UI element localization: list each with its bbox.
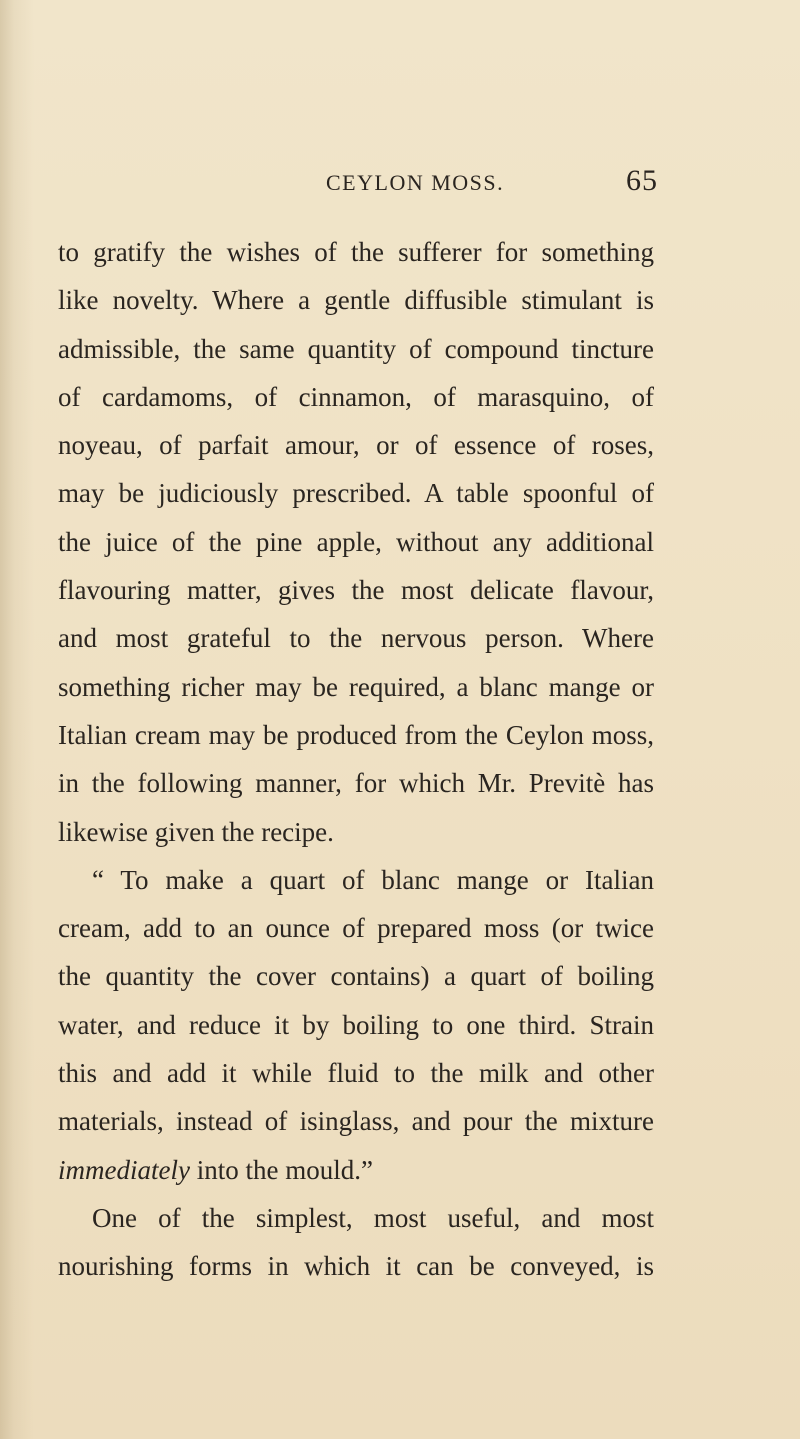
text-line: likewise given the recipe.: [58, 816, 334, 847]
text-line: the quantity the cover contains) a quart of boiling: [58, 961, 654, 992]
running-title: CEYLON MOSS.: [326, 170, 505, 195]
body-text: [58, 228, 654, 1291]
page-number: 65: [626, 164, 658, 197]
text-line: noyeau, of parfait amour, or of essence of roses,: [58, 430, 654, 461]
text-line: flavouring matter, gives the most delicate flavour,: [58, 575, 654, 606]
text-line: [58, 1146, 654, 1194]
text-line: “ To make a quart of blanc mange or Italian: [92, 864, 654, 895]
text-line: Italian cream may be produced from the Ceylon moss,: [58, 719, 654, 750]
text-line: of cardamoms, of cinnamon, of marasquino, of: [58, 381, 654, 412]
italic-emphasis: immediately: [58, 1154, 190, 1185]
running-head: [0, 164, 800, 210]
text-line: admissible, the same quantity of compound tincture: [58, 333, 654, 364]
text-line: like novelty. Where a gentle diffusible stimulant is: [58, 285, 654, 316]
text-line: cream, add to an ounce of prepared moss (or twice: [58, 913, 654, 944]
text-line: One of the simplest, most useful, and most: [92, 1202, 654, 1233]
text-line: may be judiciously prescribed. A table spoonful of: [58, 478, 654, 509]
text-line: and most grateful to the nervous person. Where: [58, 623, 654, 654]
text-line: materials, instead of isinglass, and pour the mixture: [58, 1106, 654, 1137]
text-line: water, and reduce it by boiling to one third. Strain: [58, 1009, 654, 1040]
text-line: nourishing forms in which it can be conveyed, is: [58, 1251, 654, 1282]
text-line: something richer may be required, a blanc mange or: [58, 671, 654, 702]
text-line: to gratify the wishes of the sufferer for something: [58, 237, 654, 267]
text-line: the juice of the pine apple, without any additional: [58, 526, 654, 557]
text-line: in the following manner, for which Mr. Previtè has: [58, 768, 654, 799]
text-line: this and add it while fluid to the milk and other: [58, 1058, 654, 1089]
text-fragment: into the mould.”: [189, 1154, 373, 1185]
